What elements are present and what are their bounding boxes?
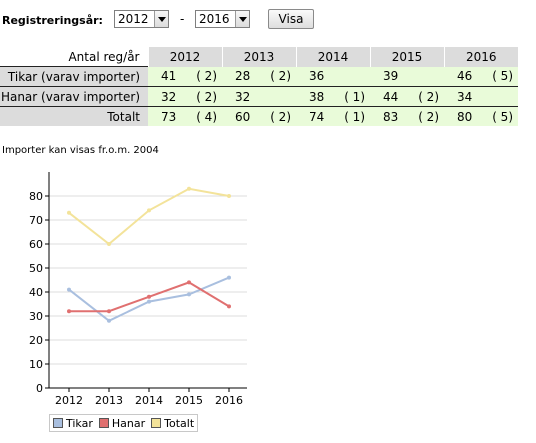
show-button[interactable]: Visa [268, 9, 314, 29]
from-year-select[interactable] [114, 10, 169, 28]
data-point-tikar [147, 300, 151, 304]
count-cell: 44 [370, 87, 410, 107]
row-label: Tikar (varav importer) [0, 67, 148, 87]
import-cell: ( 2) [188, 67, 222, 87]
x-tick-label: 2014 [135, 394, 163, 407]
to-year-value: 2016 [199, 12, 230, 26]
y-tick-label: 60 [29, 238, 43, 251]
data-point-hanar [227, 304, 231, 308]
legend-label: Totalt [164, 416, 195, 430]
import-cell [410, 67, 444, 87]
legend-item[interactable] [99, 417, 145, 430]
to-year-select[interactable] [195, 10, 250, 28]
registration-line-chart [0, 162, 270, 412]
from-year-value: 2012 [118, 12, 149, 26]
chevron-down-icon[interactable] [235, 11, 249, 27]
import-cell [336, 67, 370, 87]
table-header-row [0, 47, 518, 67]
legend-swatch [53, 418, 63, 428]
import-cell [262, 87, 296, 107]
count-cell: 83 [370, 107, 410, 127]
import-cell: ( 2) [262, 107, 296, 127]
count-cell: 38 [296, 87, 336, 107]
x-tick-label: 2016 [215, 394, 243, 407]
series-line-tikar [69, 278, 229, 321]
table-row [0, 67, 518, 87]
data-point-tikar [227, 276, 231, 280]
y-tick-label: 70 [29, 214, 43, 227]
registration-year-label: Registreringsår: [2, 14, 103, 27]
import-note: Importer kan visas fr.o.m. 2004 [2, 145, 159, 156]
year-header: 2012 [148, 47, 222, 67]
legend-swatch [151, 418, 161, 428]
y-tick-label: 50 [29, 262, 43, 275]
count-cell: 32 [148, 87, 188, 107]
import-cell: ( 2) [188, 87, 222, 107]
table-corner-label: Antal reg/år [0, 47, 148, 67]
data-point-hanar [147, 295, 151, 299]
import-cell: ( 4) [188, 107, 222, 127]
y-tick-label: 0 [36, 382, 43, 395]
count-cell: 73 [148, 107, 188, 127]
year-header: 2016 [444, 47, 518, 67]
x-tick-label: 2013 [95, 394, 123, 407]
y-tick-label: 10 [29, 358, 43, 371]
year-range-separator: - [180, 12, 185, 26]
import-cell: ( 2) [262, 67, 296, 87]
data-point-totalt [147, 208, 151, 212]
series-line-totalt [69, 189, 229, 244]
count-cell: 60 [222, 107, 262, 127]
row-label: Hanar (varav importer) [0, 87, 148, 107]
y-tick-label: 20 [29, 334, 43, 347]
data-point-tikar [187, 292, 191, 296]
data-point-totalt [187, 187, 191, 191]
count-cell: 41 [148, 67, 188, 87]
y-tick-label: 30 [29, 310, 43, 323]
data-point-tikar [107, 319, 111, 323]
x-tick-label: 2012 [55, 394, 83, 407]
count-cell: 36 [296, 67, 336, 87]
legend-item[interactable] [151, 417, 194, 430]
legend-swatch [99, 418, 109, 428]
legend-label: Tikar [66, 416, 93, 430]
y-tick-label: 80 [29, 190, 43, 203]
data-point-totalt [227, 194, 231, 198]
data-point-totalt [107, 242, 111, 246]
import-cell: ( 5) [484, 67, 518, 87]
y-tick-label: 40 [29, 286, 43, 299]
legend-label: Hanar [111, 416, 146, 430]
count-cell: 28 [222, 67, 262, 87]
data-point-hanar [67, 309, 71, 313]
count-cell: 80 [444, 107, 484, 127]
import-cell: ( 1) [336, 87, 370, 107]
table-row [0, 107, 518, 127]
data-point-tikar [67, 288, 71, 292]
count-cell: 74 [296, 107, 336, 127]
count-cell: 32 [222, 87, 262, 107]
import-cell: ( 2) [410, 107, 444, 127]
import-cell: ( 2) [410, 87, 444, 107]
count-cell: 39 [370, 67, 410, 87]
count-cell: 46 [444, 67, 484, 87]
count-cell: 34 [444, 87, 484, 107]
legend-item[interactable] [53, 417, 93, 430]
x-tick-label: 2015 [175, 394, 203, 407]
import-cell: ( 5) [484, 107, 518, 127]
year-filter-bar [2, 10, 332, 32]
chart-legend [49, 414, 198, 432]
year-header: 2014 [296, 47, 370, 67]
row-label: Totalt [0, 107, 148, 127]
table-row [0, 87, 518, 107]
import-cell: ( 1) [336, 107, 370, 127]
year-header: 2015 [370, 47, 444, 67]
data-point-hanar [187, 280, 191, 284]
data-point-totalt [67, 211, 71, 215]
import-cell [484, 87, 518, 107]
chevron-down-icon[interactable] [154, 11, 168, 27]
year-header: 2013 [222, 47, 296, 67]
data-point-hanar [107, 309, 111, 313]
registration-stats-table [0, 47, 518, 126]
